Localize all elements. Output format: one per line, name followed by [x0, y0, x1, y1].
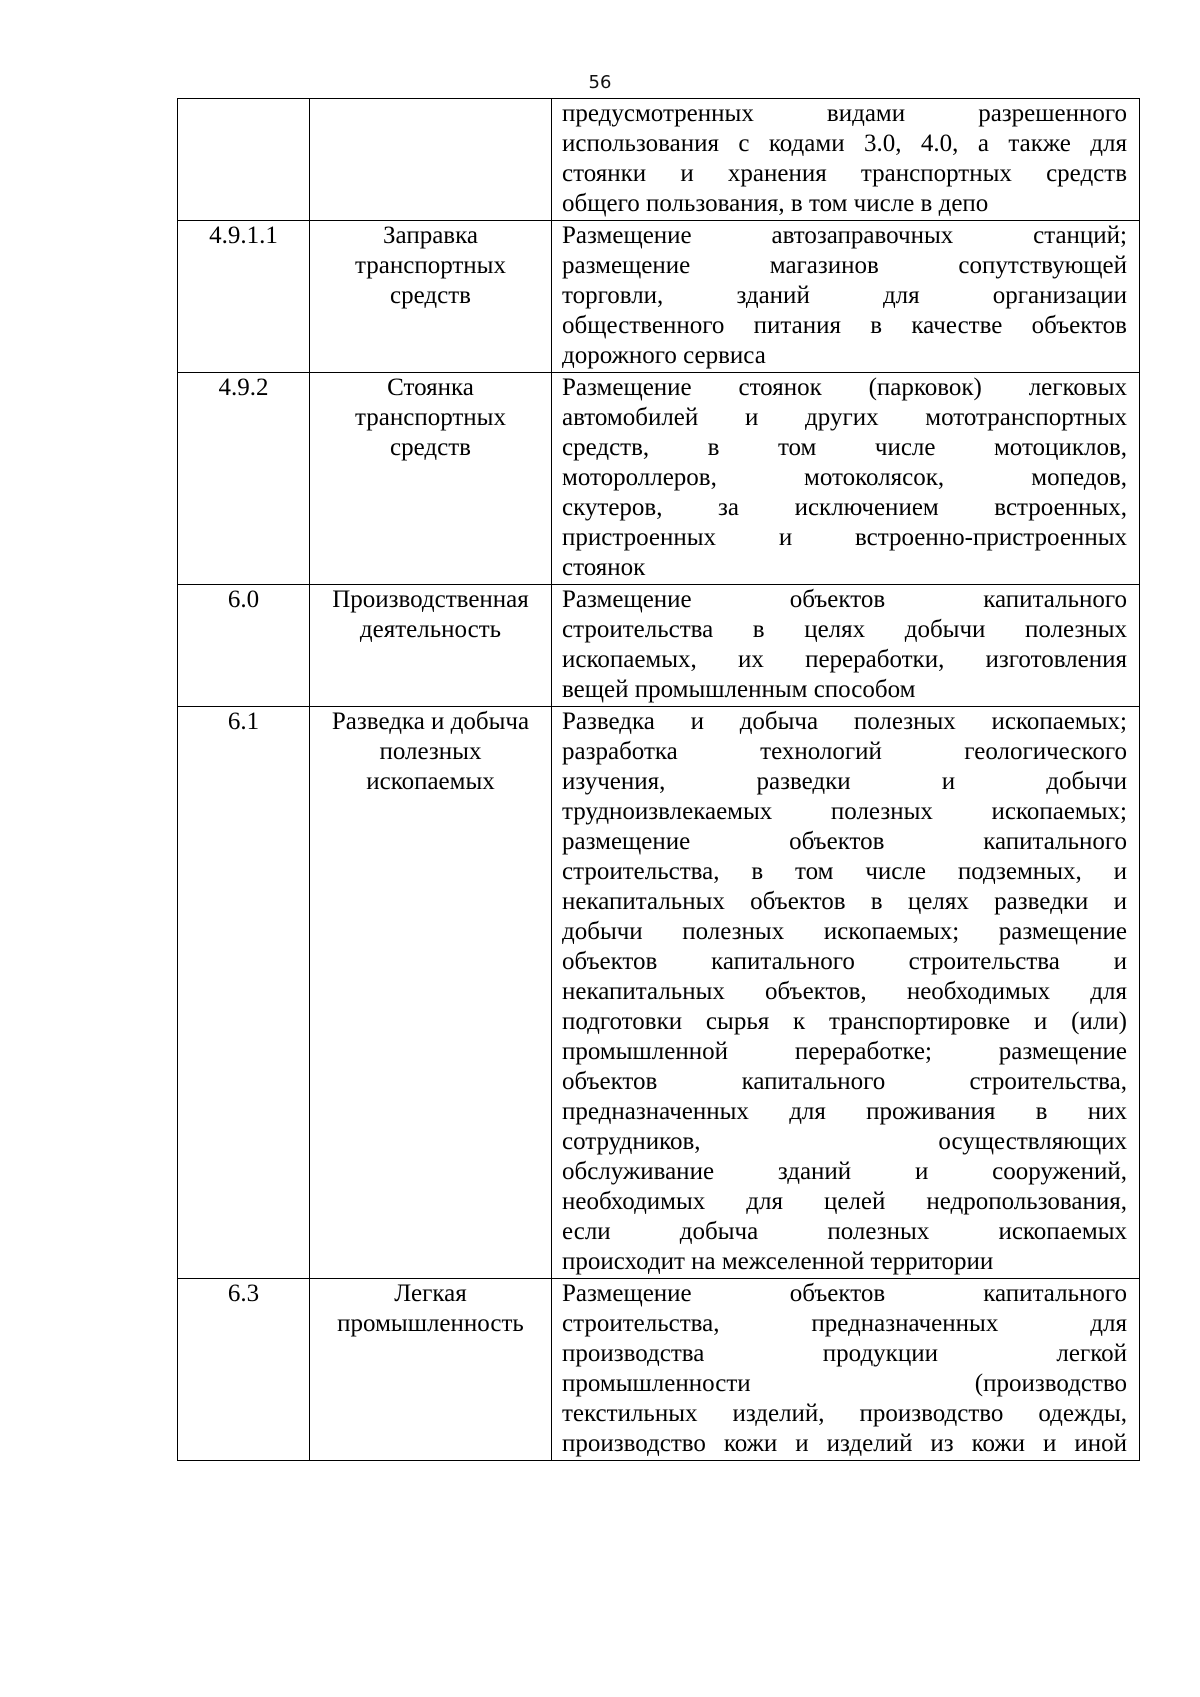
code-cell: 4.9.2 [178, 373, 310, 585]
name-cell [310, 707, 552, 1279]
description-line: пристроенных и встроенно-пристроенных [562, 524, 1127, 551]
description-cell [552, 99, 1140, 221]
name-line: Производственная [332, 586, 529, 613]
description-line: промышленности (производство [562, 1370, 1127, 1397]
description-cell [552, 221, 1140, 373]
description-line: некапитальных объектов, необходимых для [562, 978, 1127, 1005]
code-cell: 6.3 [178, 1279, 310, 1461]
description-line: изучения, разведки и добычи [562, 768, 1127, 795]
description-line: объектов капитального строительства, [562, 1068, 1127, 1095]
code-cell: 6.0 [178, 585, 310, 707]
description-line: производство кожи и изделий из кожи и иной [562, 1430, 1127, 1457]
description-line: Разведка и добыча полезных ископаемых; [562, 708, 1127, 735]
description-line: текстильных изделий, производство одежды, [562, 1400, 1127, 1427]
description-line: средств, в том числе мотоциклов, [562, 434, 1127, 461]
description-line: общественного питания в качестве объектов [562, 312, 1127, 339]
description-line: использования с кодами 3.0, 4.0, а также для [562, 130, 1127, 157]
description-line: некапитальных объектов в целях разведки и [562, 888, 1127, 915]
description-line: трудноизвлекаемых полезных ископаемых; [562, 798, 1127, 825]
table-row [178, 585, 1140, 707]
name-cell [310, 221, 552, 373]
description-line: подготовки сырья к транспортировке и (или) [562, 1008, 1127, 1035]
description-line: ископаемых, их переработки, изготовления [562, 646, 1127, 673]
description-line: автомобилей и других мототранспортных [562, 404, 1127, 431]
name-line: Стоянка [387, 374, 474, 401]
table-row [178, 373, 1140, 585]
name-line: Заправка [383, 222, 478, 249]
name-cell [310, 99, 552, 221]
description-line: обслуживание зданий и сооружений, [562, 1158, 1127, 1185]
description-line: сотрудников, осуществляющих [562, 1128, 1127, 1155]
description-line: строительства в целях добычи полезных [562, 616, 1127, 643]
description-cell [552, 1279, 1140, 1461]
name-line: средств [390, 282, 471, 309]
table-row [178, 99, 1140, 221]
name-line: ископаемых [366, 768, 495, 795]
description-line: стоянки и хранения транспортных средств [562, 160, 1127, 187]
description-line: мотороллеров, мотоколясок, мопедов, [562, 464, 1127, 491]
name-line: полезных [379, 738, 482, 765]
table-row [178, 1279, 1140, 1461]
land-use-table [177, 98, 1140, 1461]
name-cell [310, 373, 552, 585]
table-row [178, 707, 1140, 1279]
description-line: размещение магазинов сопутствующей [562, 252, 1127, 279]
description-line: торговли, зданий для организации [562, 282, 1127, 309]
description-line: происходит на межселенной территории [562, 1248, 994, 1275]
description-line: строительства, предназначенных для [562, 1310, 1127, 1337]
description-line: Размещение объектов капитального [562, 1280, 1127, 1307]
name-line: транспортных [355, 404, 506, 431]
description-line: стоянок [562, 554, 646, 581]
table-body [178, 99, 1140, 1461]
description-line: предусмотренных видами разрешенного [562, 100, 1127, 127]
description-line: промышленной переработке; размещение [562, 1038, 1127, 1065]
description-line: общего пользования, в том числе в депо [562, 190, 989, 217]
name-cell [310, 585, 552, 707]
code-cell: 6.1 [178, 707, 310, 1279]
description-cell [552, 707, 1140, 1279]
name-line: деятельность [359, 616, 502, 643]
description-line: разработка технологий геологического [562, 738, 1127, 765]
name-line: Разведка и добыча [331, 708, 530, 735]
description-cell [552, 585, 1140, 707]
description-line: вещей промышленным способом [562, 676, 916, 703]
description-line: объектов капитального строительства и [562, 948, 1127, 975]
description-line: скутеров, за исключением встроенных, [562, 494, 1127, 521]
description-line: строительства, в том числе подземных, и [562, 858, 1127, 885]
description-cell [552, 373, 1140, 585]
description-line: если добыча полезных ископаемых [562, 1218, 1127, 1245]
description-line: размещение объектов капитального [562, 828, 1127, 855]
name-line: промышленность [337, 1310, 524, 1337]
name-line: Легкая [394, 1280, 467, 1307]
description-line: добычи полезных ископаемых; размещение [562, 918, 1127, 945]
page-number: 56 [588, 72, 612, 93]
description-line: Размещение стоянок (парковок) легковых [562, 374, 1127, 401]
description-line: предназначенных для проживания в них [562, 1098, 1127, 1125]
description-line: Размещение объектов капитального [562, 586, 1127, 613]
code-cell: 4.9.1.1 [178, 221, 310, 373]
description-line: производства продукции легкой [562, 1340, 1127, 1367]
name-cell [310, 1279, 552, 1461]
table-row [178, 221, 1140, 373]
description-line: необходимых для целей недропользования, [562, 1188, 1127, 1215]
name-line: средств [390, 434, 471, 461]
description-line: дорожного сервиса [562, 342, 766, 369]
code-cell [178, 99, 310, 221]
name-line: транспортных [355, 252, 506, 279]
description-line: Размещение автозаправочных станций; [562, 222, 1127, 249]
